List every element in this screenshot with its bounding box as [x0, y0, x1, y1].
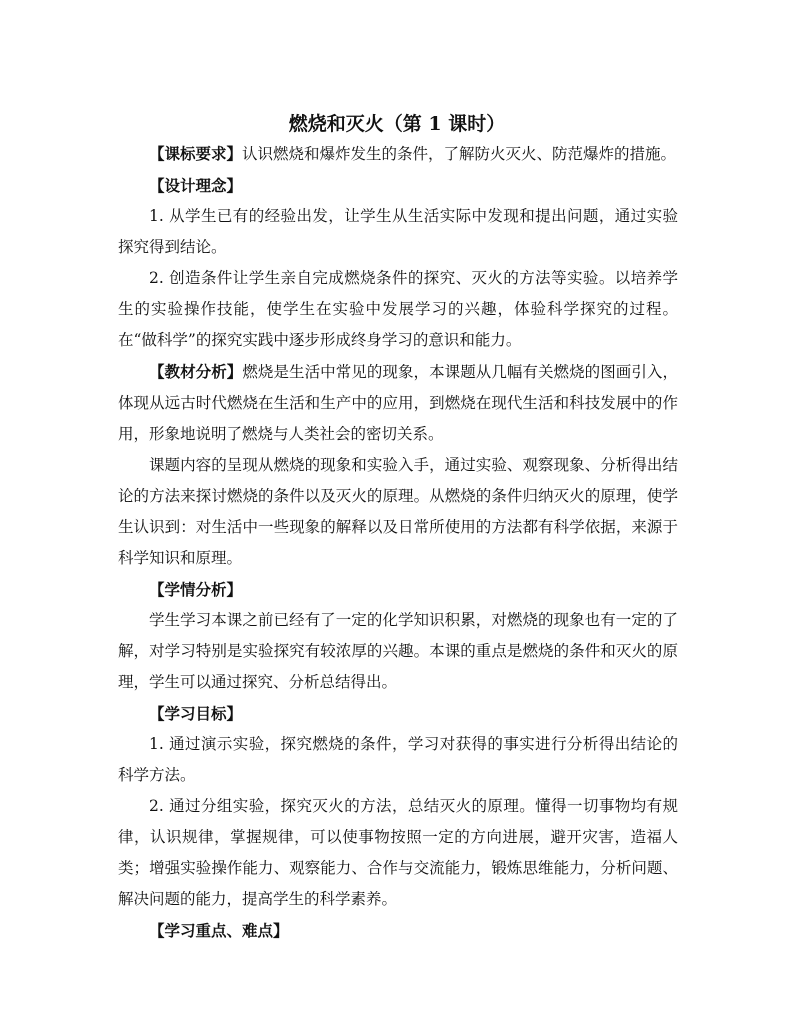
textbook-paragraph-2: 课题内容的呈现从燃烧的现象和实验入手，通过实验、观察现象、分析得出结论的方法来探讨燃烧的条件以及灭火的原理。从燃烧的条件归纳灭火的原理，使学生认识到：对生活中一些现象的解释以及日常所使用的方法都有科学依据，来源于科学知识和原理。: [118, 456, 678, 567]
learner-text: 学生学习本课之前已经有了一定的化学知识积累，对燃烧的现象也有一定的了解，对学习特别是实验探究有较浓厚的兴趣。本课的重点是燃烧的条件和灭火的原理，学生可以通过探究、分析总结得出。: [118, 611, 678, 691]
keypoints-heading: 【学习重点、难点】: [149, 921, 289, 940]
document-body: [118, 138, 678, 946]
textbook-text: 燃烧是生活中常见的现象，本课题从几幅有关燃烧的图画引入，体现从远古时代燃烧在生活和生产中的应用，到燃烧在现代生活和科技发展中的作用，形象地说明了燃烧与人类社会的密切关系。: [118, 363, 678, 443]
design-item-2: 2. 创造条件让学生亲自完成燃烧条件的探究、灭火的方法等实验。以培养学生的实验操作技能，使学生在实验中发展学习的兴趣，体验科学探究的过程。在“做科学”的探究实践中逐步形成终身学习的意识和能力。: [118, 269, 678, 349]
document-title: 燃烧和灭火（第 1 课时）: [288, 113, 506, 135]
curriculum-paragraph: [118, 138, 678, 170]
textbook-heading: 【教材分析】: [149, 362, 243, 381]
textbook-paragraph: [118, 356, 678, 450]
curriculum-text: 认识燃烧和爆炸发生的条件，了解防火灭火、防范爆炸的措施。: [242, 145, 677, 163]
objectives-heading: 【学习目标】: [149, 704, 243, 723]
curriculum-heading: 【课标要求】: [149, 144, 243, 163]
design-item-1: 1. 从学生已有的经验出发，让学生从生活实际中发现和提出问题，通过实验探究得到结论。: [118, 207, 678, 256]
learner-heading: 【学情分析】: [149, 580, 243, 599]
objective-item-2: 2. 通过分组实验，探究灭火的方法，总结灭火的原理。懂得一切事物均有规律，认识规律，掌握规律，可以使事物按照一定的方向进展，避开灾害，造福人类；增强实验操作能力、观察能力、合作与交流能力，锻炼思维能力，分析问题、解决问题的能力，提高学生的科学素养。: [118, 797, 678, 908]
design-heading: 【设计理念】: [149, 176, 243, 195]
objective-item-1: 1. 通过演示实验，探究燃烧的条件，学习对获得的事实进行分析得出结论的科学方法。: [118, 735, 678, 784]
